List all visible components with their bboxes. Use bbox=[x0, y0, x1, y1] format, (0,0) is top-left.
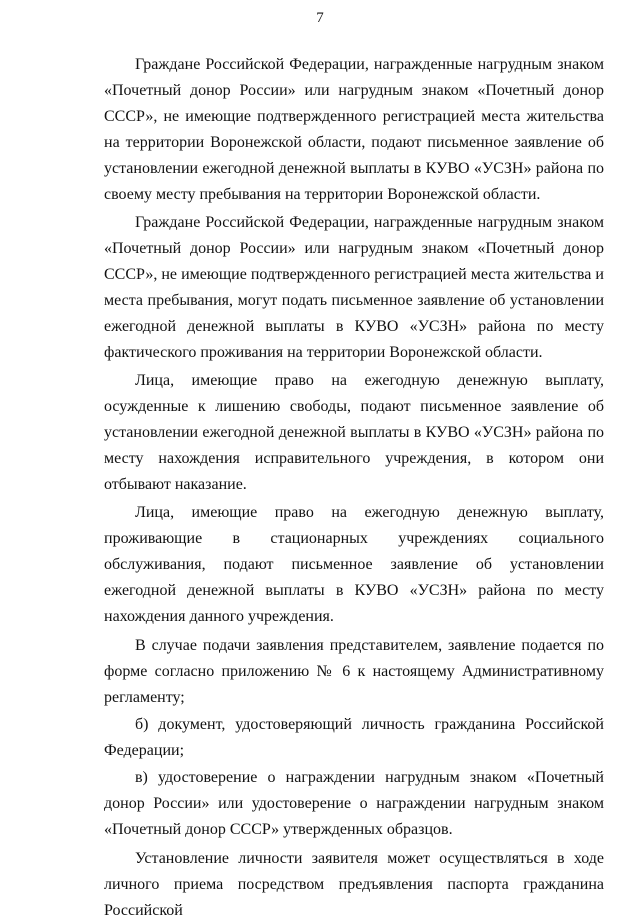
paragraph-4: Лица, имеющие право на ежегодную денежную выплату, проживающие в стационарных учреждениях социального обслуживания, подают письменное заявление об установлении ежегодной денежной выплаты в КУВО «УСЗН» района по месту нахождения данного учреждения. bbox=[104, 504, 604, 625]
paragraph-5: В случае подачи заявления представителем, заявление подается по форме согласно приложению № 6 к настоящему Административному регламенту; bbox=[104, 637, 604, 706]
paragraph-2: Граждане Российской Федерации, награжденные нагрудным знаком «Почетный донор России» или нагрудным знаком «Почетный донор СССР», не имеющие подтвержденного регистрацией места жительства и места пребывания, могут подать письменное заявление об установлении ежегодной денежной выплаты в КУВО «УСЗН» района по месту фактического проживания на территории Воронежской области. bbox=[104, 214, 604, 361]
paragraph-3: Лица, имеющие право на ежегодную денежную выплату, осужденные к лишению свободы, подают письменное заявление об установлении ежегодной денежной выплаты в КУВО «УСЗН» района по месту нахождения исправительного учреждения, в котором они отбывают наказание. bbox=[104, 372, 604, 493]
paragraph-1: Граждане Российской Федерации, награжденные нагрудным знаком «Почетный донор России» или нагрудным знаком «Почетный донор СССР», не имеющие подтвержденного регистрацией места жительства на территории Воронежской области, подают письменное заявление об установлении ежегодной денежной выплаты в КУВО «УСЗН» района по своему месту пребывания на территории Воронежской области. bbox=[104, 56, 604, 203]
paragraph-7: в) удостоверение о награждении нагрудным знаком «Почетный донор России» или удостоверение о награждении нагрудным знаком «Почетный донор СССР» утвержденных образцов. bbox=[104, 769, 604, 838]
paragraph-6: б) документ, удостоверяющий личность гражданина Российской Федерации; bbox=[104, 716, 604, 759]
page-number: 7 bbox=[316, 10, 324, 26]
paragraph-8: Установление личности заявителя может осуществляться в ходе личного приема посредством предъявления паспорта гражданина Российской bbox=[104, 850, 604, 919]
document-body bbox=[104, 52, 604, 924]
